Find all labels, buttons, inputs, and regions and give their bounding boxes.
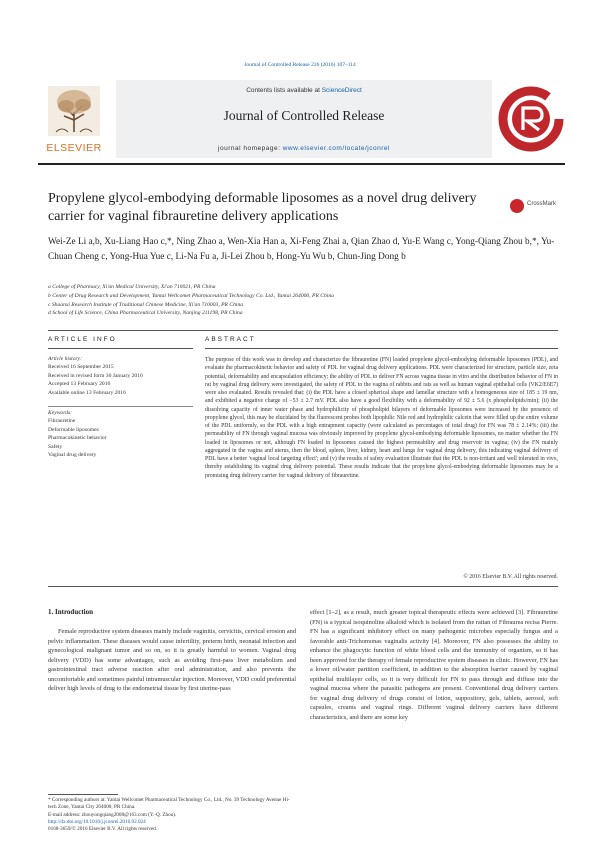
crossmark-button[interactable] xyxy=(510,198,570,214)
abstract-heading: ABSTRACT xyxy=(205,336,256,343)
keyword-item: Deformable liposomes xyxy=(48,426,99,433)
elsevier-tree-icon xyxy=(48,86,100,136)
email-line[interactable]: E-mail address: zhouyongqiang2008@163.com (Y.-Q. Zhou). xyxy=(48,812,177,818)
journal-header xyxy=(38,80,565,158)
copyright-notice: © 2016 Elsevier B.V. All rights reserved. xyxy=(463,574,558,580)
affiliation-item: b Center of Drug Research and Development, Yantai Wellcomet Pharmaceutical Technology Co. Ltd., Yantai 264000, PR China xyxy=(48,292,334,299)
contents-prefix: Contents lists available at xyxy=(246,87,322,94)
introduction-right-column: effect [1–2], as a result, much greater topical therapeutic effects were achieved [3]. Fibrauretine (FN) is a typical isoquinoline alkaloid which is isolated from the rattan of Fibraurea recisa Pierre. FN has a significant inhibitory effect on many pathogenic microbes especially fungus and a favorable anti-Trichomonas vaginalis activity [4]. Moreover, FN also possesses the ability to enhance the phagocytic function of white blood cells and the immunity of organism, so it has been approved for the therapy of female reproductive system diseases in clinic. However, FN has a lower oil/water partition coefficient, in addition to the absorption barrier caused by vaginal epithelial multilayer cells, so it is very difficult for FN to pass through and diffuse into the vaginal mucosa where the parasitic pathogens are present. Conventional drug delivery carriers for vaginal drug delivery of drugs consist of lotion, suppository, gels, tablets, aerosol, soft capsules, creams and vaginal rings. Different vaginal delivery carriers have different characteristics, and there are some key xyxy=(310,609,558,722)
section-divider xyxy=(48,330,558,331)
homepage-line xyxy=(116,145,492,152)
homepage-prefix: journal homepage: xyxy=(218,145,283,152)
journal-title[interactable]: Journal of Controlled Release xyxy=(223,108,385,123)
abstract-divider xyxy=(205,348,558,349)
keyword-item: Pharmacokinetic behavior xyxy=(48,435,107,442)
journal-info-box xyxy=(116,80,492,158)
doi-block xyxy=(48,812,296,833)
doi-link[interactable]: http://dx.doi.org/10.1016/j.jconrel.2016.02.024 xyxy=(48,819,146,825)
contents-line xyxy=(116,87,492,94)
corresponding-author-footnote xyxy=(48,797,296,811)
article-history xyxy=(48,355,193,397)
footnote-text: * Corresponding authors at: Yantai Wellcomet Pharmaceutical Technology Co., Ltd., No. 39 Technology Avenue Hi-tech Zone, Yantai City 264000, PR China. xyxy=(48,797,290,810)
crossmark-icon xyxy=(510,199,524,213)
header-divider xyxy=(38,163,565,165)
article-title: Propylene glycol-embodying deformable liposomes as a novel drug delivery carrier for vaginal fibrauretine delivery applications xyxy=(48,191,477,224)
journal-cover-logo-icon[interactable] xyxy=(497,80,565,158)
introduction-heading: 1. Introduction xyxy=(48,608,93,616)
keywords-heading: Keywords: xyxy=(48,410,73,416)
keyword-item: Vaginal drug delivery xyxy=(48,452,97,459)
author-list: Wei-Ze Li a,b, Xu-Liang Hao c,*, Ning Zhao a, Wen-Xia Han a, Xi-Feng Zhai a, Qian Zhao d, Yu-E Wang c, Yong-Qiang Zhou b,*, Yu-Chuan Cheng c, Yong-Hua Yue c, Li-Na Fu a, Ji-Lei Zhou b, Hong-Yu Wu b, Chun-Jing Dong b xyxy=(48,237,555,262)
abstract-end-divider xyxy=(48,586,558,587)
footnote-divider xyxy=(48,794,118,795)
keyword-list xyxy=(48,406,193,459)
sciencedirect-link[interactable]: ScienceDirect xyxy=(321,87,362,94)
history-item: Available online 13 February 2016 xyxy=(48,389,126,396)
introduction-left-column: Female reproductive system diseases mainly include vaginitis, cervicitis, cervical erosion and pelvic inflammation. These diseases would cause infertility, preterm birth, neonatal infection and gynecological malignant tumor and so on, so it is greatly harmful to women. Vaginal drug delivery (VDD) has some advantages, such as avoiding first-pass liver metabolism and gastrointestinal tract adverse reaction after oral administration, and also prevents the uncomfortable and sometimes painful intramuscular injection. Moreover, VDD could preferential deliver high levels of drug to the endometrial tissue by first uterine-pass xyxy=(48,628,296,693)
elsevier-logo[interactable] xyxy=(38,80,110,158)
homepage-link[interactable]: www.elsevier.com/locate/jconrel xyxy=(282,145,390,152)
affiliation-item: c Shaanxi Research Institute of Traditional Chinese Medicine, Xi'an 710003, PR China xyxy=(48,301,244,308)
affiliation-list xyxy=(48,283,558,318)
elsevier-wordmark: ELSEVIER xyxy=(46,142,102,154)
affiliation-item: d School of Life Science, China Pharmaceutical University, Nanjing 211198, PR China xyxy=(48,310,243,317)
article-info-heading: ARTICLE INFO xyxy=(48,336,117,343)
history-item: Accepted 13 February 2016 xyxy=(48,381,111,388)
history-heading: Article history: xyxy=(48,356,83,362)
history-item: Received in revised form 30 January 2016 xyxy=(48,372,143,379)
keyword-item: Safety xyxy=(48,443,63,450)
journal-citation[interactable]: Journal of Controlled Release 226 (2016) 107–114 xyxy=(244,62,356,68)
abstract-text: The purpose of this work was to develop and characterize the fibrauretine (FN) loaded propylene glycol-embodying deformable liposomes (PDL), and evaluate the pharmacokinetic behavior and safety of PDL for vaginal drug delivery applications. PDL were characterized for structure, particle size, zeta potential, deformability and encapsulation efficiency; the ability of PDL to deliver FN across vagina tissue in vitro and the distribution behavior of FN in rat by vaginal drug delivery were investigated, the safety of PDL to the vagina of rabbits and rats as well as human vaginal epithelial cells (VK2/E6E7) were also evaluated. Results revealed that: (i) the PDL have a closed spherical shape and lamellar structure with a homogeneous size of 185 ± 19 nm, and exhibited a negative charge of −53 ± 2.7 mV. PDL also have a good flexibility with a deformability of 92 ± 5.6 (x phospholipids/min); (ii) the dissolving capacity of inner water phase and hydrophilicity of phospholipid bilayers of deformable liposomes were increased by the presence of propylene glycol, this may be elucidated by the fluorescent probes both lipophilic Nile red and hydrophilic calcein that were filled up the entire volume of the PDL uniformly, so the PDL with a high entrapment capacity (were calculated as percentages of total drug) for FN was 78 ± 2.14%; (iii) the permeability of FN through vaginal mucosa was obviously improved by propylene glycol-embodying deformable liposomes, no matter whether the FN loaded in liposomes or not, although FN loaded in liposomes caused the highest permeability and drug reservoir in vagina; (iv) the FN mainly aggregated in the vagina and uterus, then the blood, spleen, liver, kidney, heart and lungs for vaginal drug delivery, this indicating vaginal delivery of PDL have a better 'vaginal local targeting effect'; and (v) the results of safety evaluation illustrate that the PDL is non-irritant and well tolerated in vivo, thereby establishing its vaginal drug delivery potential. These results indicate that the propylene glycol-embodying deformable liposomes may be a promising drug delivery carrier for vaginal delivery of fibrauretine. xyxy=(205,357,558,479)
info-divider xyxy=(48,348,193,349)
keyword-item: Fibrauretine xyxy=(48,418,76,425)
affiliation-item: a College of Pharmacy, Xi'an Medical University, Xi'an 710021, PR China xyxy=(48,284,216,290)
crossmark-label: CrossMark xyxy=(527,201,557,207)
issn-line: 0168-3659/© 2016 Elsevier B.V. All rights reserved. xyxy=(48,826,158,832)
history-item: Received 16 September 2015 xyxy=(48,364,114,371)
